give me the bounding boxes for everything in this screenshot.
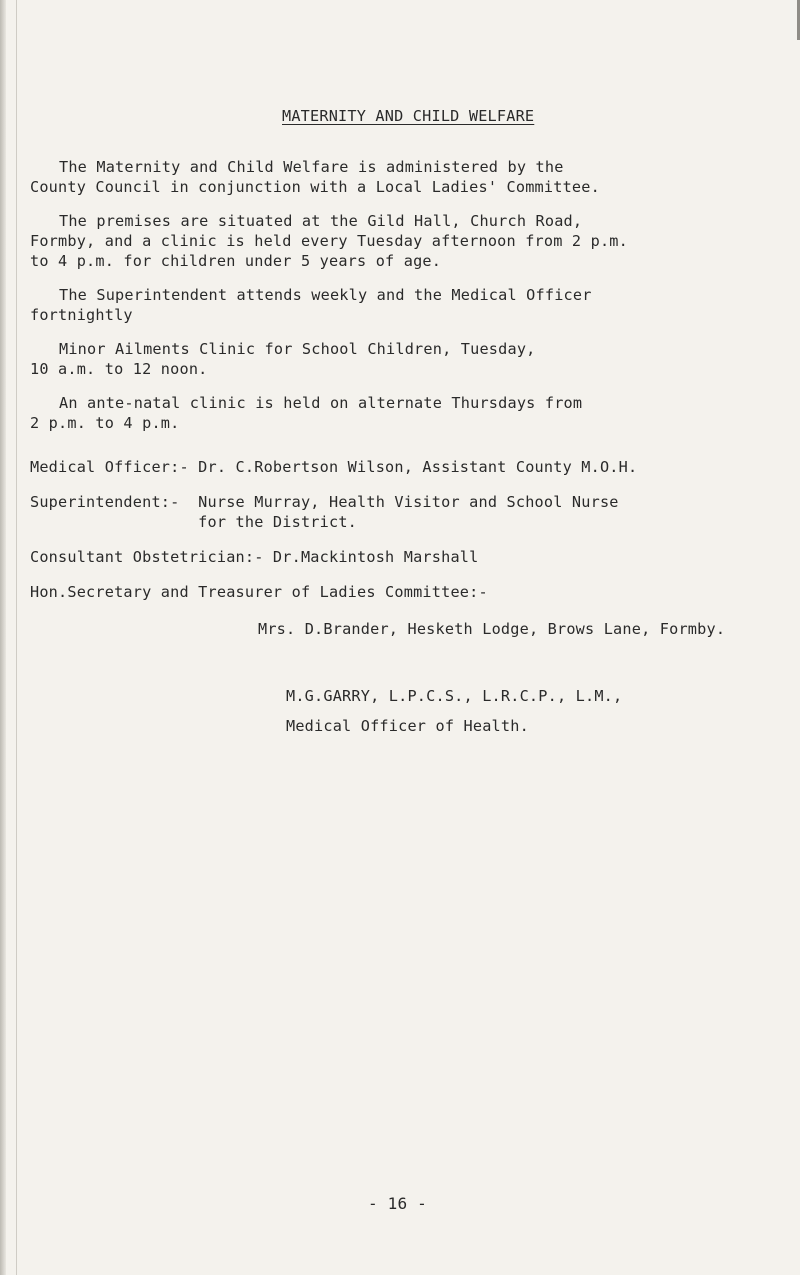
premises-line-2: Formby, and a clinic is held every Tuesday afternoon from 2 p.m. bbox=[30, 232, 628, 250]
secretary-entry: Hon.Secretary and Treasurer of Ladies Committee:- bbox=[30, 583, 488, 601]
premises-line-1: The premises are situated at the Gild Hall, Church Road, bbox=[59, 212, 583, 230]
binding-edge bbox=[0, 0, 6, 1275]
signature-name: M.G.GARRY, L.P.C.S., L.R.C.P., L.M., bbox=[286, 687, 623, 705]
attendance-line-2: fortnightly bbox=[30, 306, 133, 324]
secretary-name: Mrs. D.Brander, Hesketh Lodge, Brows Lane, Formby. bbox=[258, 620, 726, 638]
superintendent-entry-line-1: Superintendent:- Nurse Murray, Health Visitor and School Nurse bbox=[30, 493, 619, 511]
obstetrician-entry: Consultant Obstetrician:- Dr.Mackintosh Marshall bbox=[30, 548, 479, 566]
antenatal-line-1: An ante-natal clinic is held on alternate Thursdays from bbox=[59, 394, 583, 412]
binding-line bbox=[16, 0, 17, 1275]
premises-line-3: to 4 p.m. for children under 5 years of age. bbox=[30, 252, 442, 270]
page-number: - 16 - bbox=[368, 1194, 427, 1213]
intro-line-2: County Council in conjunction with a Local Ladies' Committee. bbox=[30, 178, 600, 196]
intro-line-1: The Maternity and Child Welfare is administered by the bbox=[59, 158, 564, 176]
minor-ailments-line-2: 10 a.m. to 12 noon. bbox=[30, 360, 208, 378]
attendance-line-1: The Superintendent attends weekly and the Medical Officer bbox=[59, 286, 592, 304]
page-title: MATERNITY AND CHILD WELFARE bbox=[282, 107, 535, 125]
minor-ailments-line-1: Minor Ailments Clinic for School Children, Tuesday, bbox=[59, 340, 536, 358]
superintendent-entry-line-2: for the District. bbox=[30, 513, 358, 531]
antenatal-line-2: 2 p.m. to 4 p.m. bbox=[30, 414, 180, 432]
signature-role: Medical Officer of Health. bbox=[286, 717, 529, 735]
medical-officer-entry: Medical Officer:- Dr. C.Robertson Wilson, Assistant County M.O.H. bbox=[30, 458, 638, 476]
